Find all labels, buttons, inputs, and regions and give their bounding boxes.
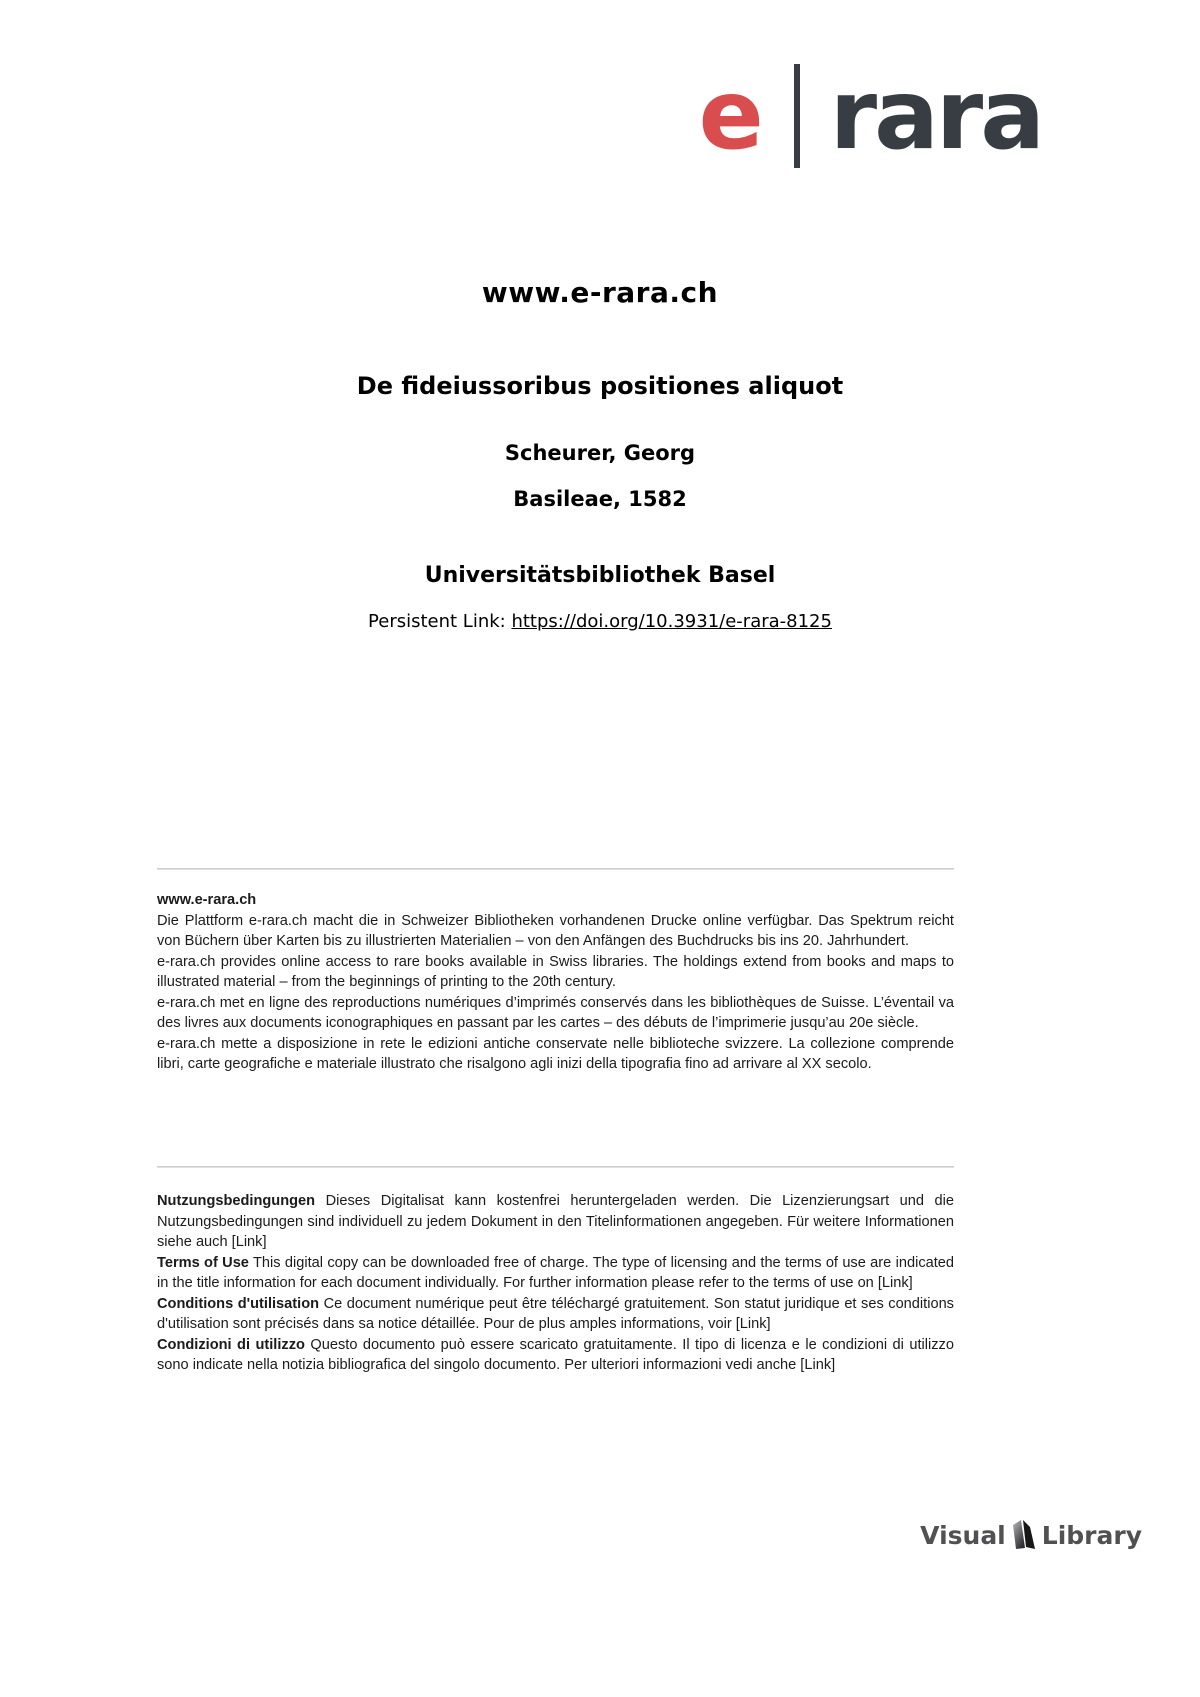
divider-rule-top	[157, 868, 954, 870]
persistent-link-url[interactable]: https://doi.org/10.3931/e-rara-8125	[511, 611, 832, 632]
terms-en-lead: Terms of Use	[157, 1254, 249, 1271]
terms-paragraph-fr	[157, 1294, 954, 1335]
terms-paragraph-en	[157, 1253, 954, 1294]
terms-de-body: Dieses Digitalisat kann kostenfrei heruntergeladen werden. Die Lizenzierungsart und die Nutzungsbedingungen sind individuell zu jedem Dokument in den Titelinformationen angegeben. Für weitere Informationen siehe auch [Link]	[157, 1193, 954, 1250]
visual-library-logo-library: Library	[1041, 1520, 1142, 1550]
about-paragraph-it: e-rara.ch mette a disposizione in rete le edizioni antiche conservate nelle biblioteche svizzere. La collezione comprende libri, carte geografiche e materiale illustrato che risalgono agli inizi della tipografia fino ad arrivare al XX secolo.	[157, 1035, 954, 1072]
e-rara-logo-e: e	[698, 59, 764, 172]
e-rara-logo-wordmark: rara	[829, 59, 1042, 172]
terms-paragraph-de	[157, 1191, 954, 1253]
visual-library-logo	[920, 1520, 1142, 1550]
terms-fr-lead: Conditions d'utilisation	[157, 1295, 320, 1312]
document-author: Scheurer, Georg	[504, 441, 696, 465]
about-paragraph-en: e-rara.ch provides online access to rare books available in Swiss libraries. The holdings extend from books and maps to illustrated material – from the beginnings of printing to the 20th century.	[157, 953, 954, 990]
e-rara-logo	[698, 59, 1042, 172]
document-imprint: Basileae, 1582	[513, 487, 687, 511]
visual-library-logo-visual: Visual	[920, 1520, 1006, 1550]
site-heading: www.e-rara.ch	[481, 276, 719, 309]
e-rara-logo-divider-bar	[794, 64, 800, 168]
about-heading: www.e-rara.ch	[157, 892, 257, 908]
visual-library-mark-icon	[1011, 1520, 1037, 1550]
about-section	[157, 890, 954, 1075]
terms-it-body: Questo documento può essere scaricato gratuitamente. Il tipo di licenza e le condizioni di utilizzo sono indicate nella notizia bibliografica del singolo documento. Per ulteriori informazioni vedi anche [Link]	[157, 1336, 954, 1373]
persistent-link-line	[0, 611, 1200, 632]
persistent-link-label: Persistent Link:	[368, 611, 512, 632]
document-title: De fideiussoribus positiones aliquot	[356, 372, 844, 400]
terms-section	[157, 1191, 954, 1376]
terms-paragraph-it	[157, 1335, 954, 1376]
holding-library: Universitätsbibliothek Basel	[424, 563, 776, 588]
terms-fr-body: Ce document numérique peut être téléchargé gratuitement. Son statut juridique et ses conditions d'utilisation sont précisés dans sa notice détaillée. Pour de plus amples informations, voir [Link]	[157, 1295, 954, 1332]
about-paragraph-de: Die Plattform e-rara.ch macht die in Schweizer Bibliotheken vorhandenen Drucke online verfügbar. Das Spektrum reicht von Büchern über Karten bis zu illustrierten Materialien – von den Anfängen des Buchdrucks bis ins 20. Jahrhundert.	[157, 912, 954, 949]
terms-it-lead: Condizioni di utilizzo	[157, 1336, 305, 1353]
about-paragraph-fr: e-rara.ch met en ligne des reproductions numériques d’imprimés conservés dans les bibliothèques de Suisse. L’éventail va des livres aux documents iconographiques en passant par les cartes – des débuts de l’imprimerie jusqu’au 20e siècle.	[157, 994, 954, 1031]
divider-rule-bottom	[157, 1166, 954, 1168]
terms-de-lead: Nutzungsbedingungen	[157, 1193, 316, 1209]
terms-en-body: This digital copy can be downloaded free of charge. The type of licensing and the terms of use are indicated in the title information for each document individually. For further information please refer to the terms of use on [Link]	[157, 1254, 955, 1291]
